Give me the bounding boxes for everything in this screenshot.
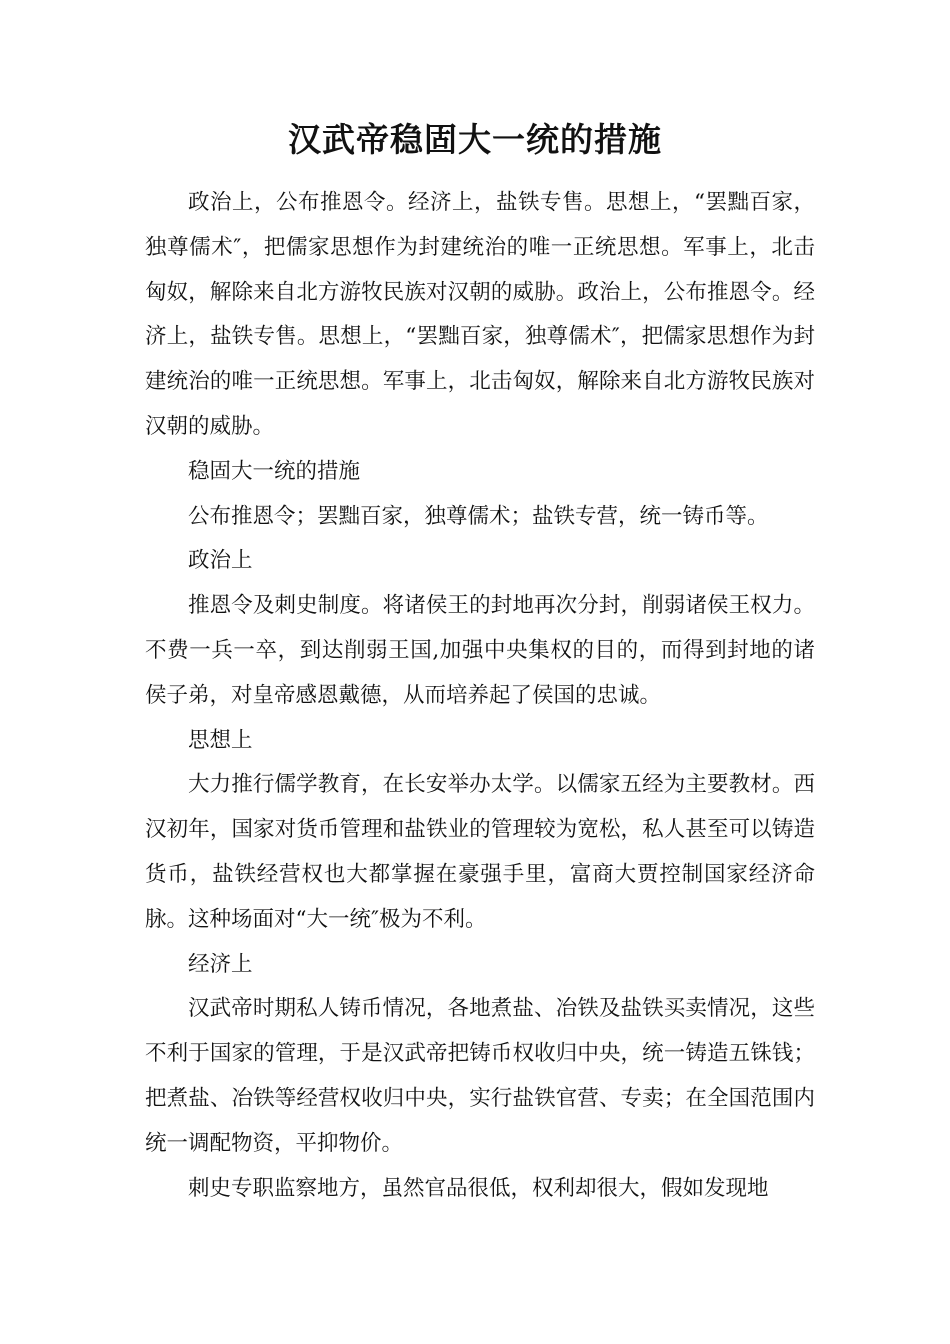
paragraph-economy: 汉武帝时期私人铸币情况，各地煮盐、冶铁及盐铁买卖情况，这些不利于国家的管理，于是汉武帝把铸币权收归中央，统一铸造五铢钱；把煮盐、冶铁等经营权收归中央，实行盐铁官营、专卖；在全国范围内统一调配物资，平抑物价。 <box>145 996 815 1156</box>
heading-economy: 经济上 <box>188 951 253 977</box>
heading-politics: 政治上 <box>188 548 253 574</box>
paragraph-thought: 大力推行儒学教育，在长安举办太学。以儒家五经为主要教材。西汉初年，国家对货币管理和盐铁业的管理较为宽松，私人甚至可以铸造货币，盐铁经营权也大都掌握在豪强手里，富商大贾控制国家经济命脉。这种场面对“大一统″极为不利。 <box>145 772 815 932</box>
paragraph-inspector: 刺史专职监察地方，虽然官品很低，权利却很大，假如发现地 <box>188 1175 769 1201</box>
heading-measures: 稳固大一统的措施 <box>188 458 361 484</box>
document-title: 汉武帝稳固大一统的措施 <box>288 120 662 159</box>
paragraph-measures-list: 公布推恩令；罢黜百家，独尊儒术；盐铁专营，统一铸币等。 <box>188 503 769 529</box>
document-body <box>145 181 815 1211</box>
paragraph-summary: 政治上，公布推恩令。经济上，盐铁专售。思想上，“罢黜百家，独尊儒术″，把儒家思想作为封建统治的唯一正统思想。军事上，北击匈奴，解除来自北方游牧民族对汉朝的威胁。政治上，公布推恩令。经济上，盐铁专售。思想上，“罢黜百家，独尊儒术″，把儒家思想作为封建统治的唯一正统思想。军事上，北击匈奴，解除来自北方游牧民族对汉朝的威胁。 <box>145 190 815 439</box>
heading-thought: 思想上 <box>188 727 253 753</box>
paragraph-politics: 推恩令及刺史制度。将诸侯王的封地再次分封，削弱诸侯王权力。不费一兵一卒，到达削弱王国,加强中央集权的目的，而得到封地的诸侯子弟，对皇帝感恩戴德，从而培养起了侯国的忠诚。 <box>145 593 815 708</box>
